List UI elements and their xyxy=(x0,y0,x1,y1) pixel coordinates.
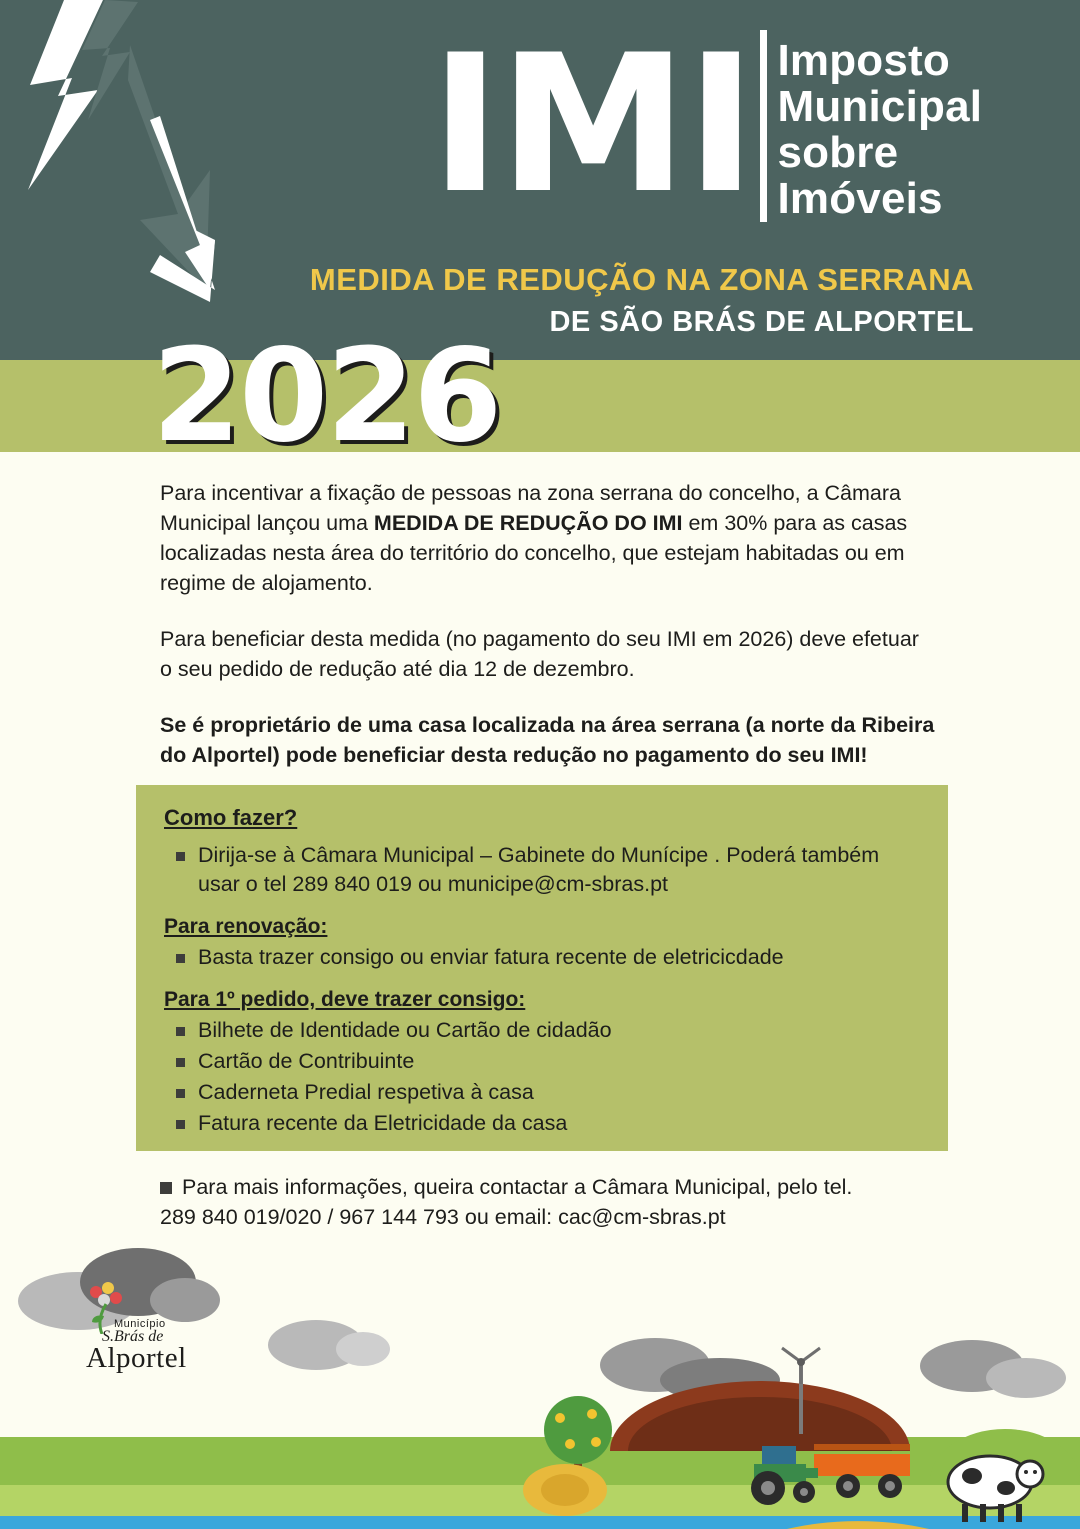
flower-emblem-icon xyxy=(82,1282,128,1334)
imi-expansion-line-1: Imposto xyxy=(777,36,950,85)
footer-info-line-2: 289 840 019/020 / 967 144 793 ou email: cac@cm-sbras.pt xyxy=(160,1205,726,1229)
cloud-icon xyxy=(150,1278,220,1322)
cloud-icon xyxy=(336,1332,390,1366)
bottom-illustration xyxy=(0,1240,1080,1529)
year-label: 2026 xyxy=(152,322,501,471)
heading-renovacao: Para renovação: xyxy=(164,915,328,938)
list-item: Bilhete de Identidade ou Cartão de cidadão xyxy=(164,1016,924,1045)
logo-alportel-label: Alportel xyxy=(86,1342,187,1374)
body-paragraph-1-part1: Para incentivar a fixação de pessoas na zona serrana do concelho, a Câmara Municipal lançou uma xyxy=(160,481,901,535)
imi-expansion-line-3: sobre xyxy=(777,128,899,177)
bullet-square-icon xyxy=(160,1182,172,1194)
list-item: Cartão de Contribuinte xyxy=(164,1047,924,1076)
imi-expansion xyxy=(760,30,982,222)
municipality-logo xyxy=(74,1318,264,1375)
cloud-icon xyxy=(986,1358,1066,1398)
hay-bale-icon xyxy=(520,1454,610,1516)
list-item: Dirija-se à Câmara Municipal – Gabinete do Munícipe . Poderá também usar o tel 289 840 019 ou municipe@cm-sbras.pt xyxy=(164,841,924,899)
body-paragraph-1-bold: MEDIDA DE REDUÇÃO DO IMI xyxy=(373,511,683,535)
instructions-box xyxy=(136,785,948,1151)
list-item: Caderneta Predial respetiva à casa xyxy=(164,1078,924,1107)
heading-como-fazer: Como fazer? xyxy=(164,805,298,830)
logo-municipio-label: Município xyxy=(114,1318,166,1330)
footer-contact-info xyxy=(160,1172,950,1232)
heading-primeiro-pedido: Para 1º pedido, deve trazer consigo: xyxy=(164,988,526,1011)
cow-icon xyxy=(932,1448,1052,1524)
body-paragraph-1 xyxy=(160,478,935,598)
tractor-icon xyxy=(740,1430,930,1510)
imi-title-block xyxy=(430,14,983,235)
list-item: Fatura recente da Eletricidade da casa xyxy=(164,1109,924,1138)
poster-header xyxy=(0,0,1080,360)
list-primeiro-pedido xyxy=(164,1016,924,1138)
imi-acronym: IMI xyxy=(430,14,755,235)
header-subtitle-secondary: DE SÃO BRÁS DE ALPORTEL xyxy=(549,306,974,338)
header-subtitle-primary: MEDIDA DE REDUÇÃO NA ZONA SERRANA xyxy=(309,262,974,297)
footer-info-line-1: Para mais informações, queira contactar a Câmara Municipal, pelo tel. xyxy=(182,1175,853,1199)
windmill-icon xyxy=(776,1340,826,1436)
lightning-bolt-graphic xyxy=(10,0,240,320)
body-paragraph-2: Para beneficiar desta medida (no pagamento do seu IMI em 2026) deve efetuar o seu pedido de redução até dia 12 de dezembro. xyxy=(160,627,919,681)
list-item: Basta trazer consigo ou enviar fatura recente de eletricicdade xyxy=(164,943,924,972)
imi-expansion-line-4: Imóveis xyxy=(777,174,943,223)
imi-expansion-line-2: Municipal xyxy=(777,82,983,131)
logo-sbras-label: S.Brás de xyxy=(102,1328,164,1345)
body-text xyxy=(160,478,935,796)
body-paragraph-3: Se é proprietário de uma casa localizada na área serrana (a norte da Ribeira do Alportel) pode beneficiar desta redução no pagamento do seu IMI! xyxy=(160,713,935,767)
body-paragraph-1-part2: em 30% para as casas localizadas nesta área do território do concelho, que estejam habitadas ou em regime de alojamento. xyxy=(160,511,908,595)
list-renovacao xyxy=(164,943,924,972)
list-como-fazer xyxy=(164,841,924,899)
